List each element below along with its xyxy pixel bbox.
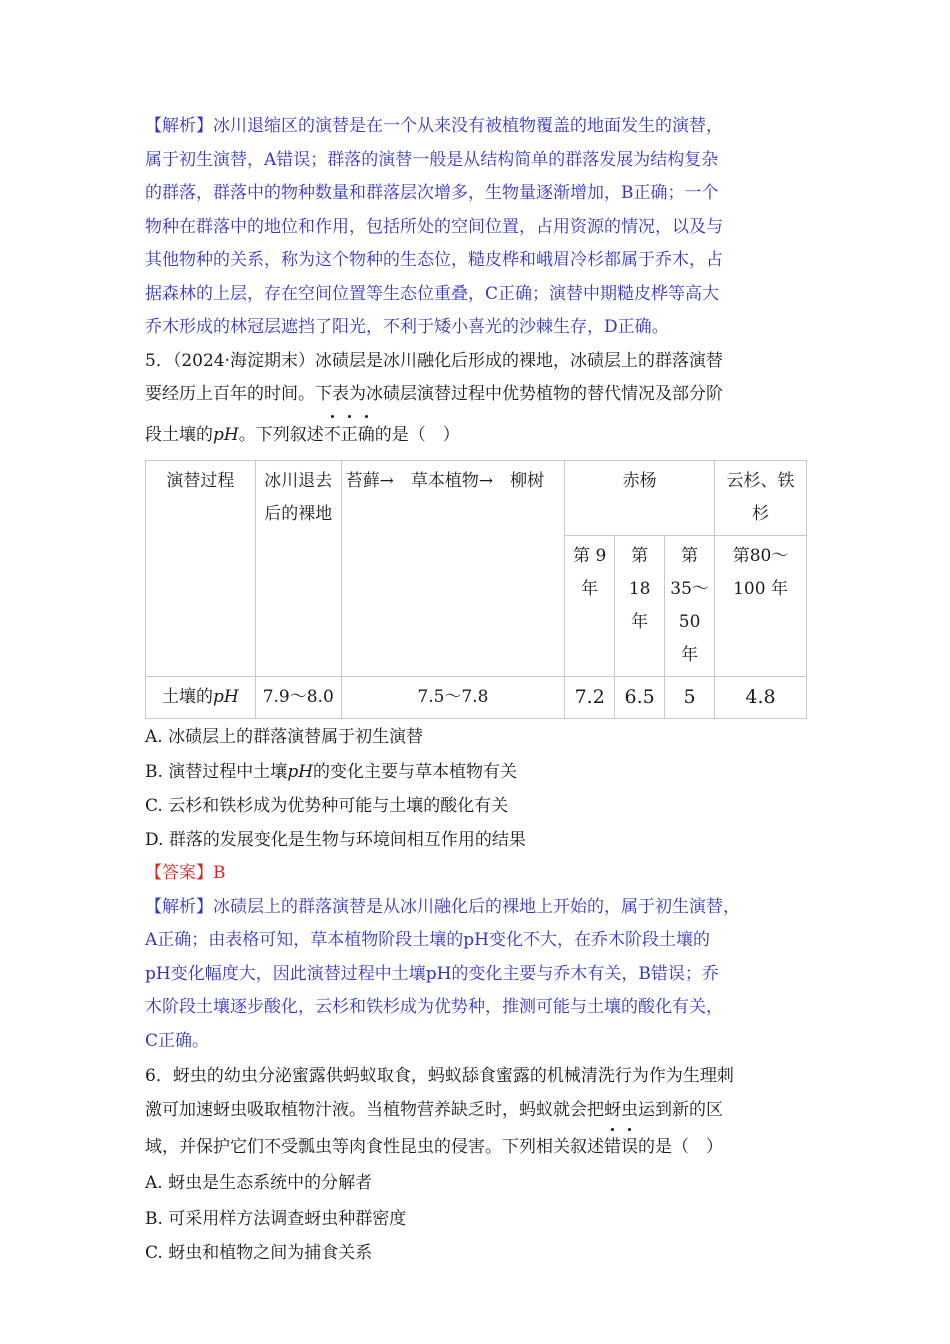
q5-stem-text: 段土壤的 [145,424,213,445]
question-5 [145,345,807,1059]
year-80-100: 第80～ 100 年 [715,535,807,676]
q4-analysis-line: 其他物种的关系，称为这个物种的生态位，糙皮桦和峨眉冷杉都属于乔木，占 [145,250,723,270]
q4-analysis-line: 据森林的上层，存在空间位置等生态位重叠，C正确；演替中期糙皮桦等高大 [145,283,720,304]
year-18: 第 18 年 [615,535,665,676]
row-label-soil-ph: 土壤的pH [146,676,256,718]
header-spruce-hemlock: 云杉、铁杉 [715,460,807,535]
q6-option-c: C. 蚜虫和植物之间为捕食关系 [145,1242,373,1263]
q5-analysis-line: 木阶段土壤逐步酸化，云杉和铁杉成为优势种，推测可能与土壤的酸化有关， [145,997,723,1017]
header-bare-land: 冰川退去后的裸地 [255,460,341,676]
emphasis-char: 错 [604,1127,621,1167]
q4-analysis [145,110,807,345]
q5-analysis-line: C正确。 [145,1030,210,1051]
q5-option-d: D. 群落的发展变化是生物与环境间相互作用的结果 [145,829,526,850]
q4-analysis-line: 物种在群落中的地位和作用，包括所处的空间位置，占用资源的情况，以及与 [145,216,723,237]
q5-analysis-line: pH变化幅度大，因此演替过程中土壤pH的变化主要与乔木有关，B错误；乔 [145,963,719,984]
emphasis-char: 不 [324,414,341,456]
q5-stem-text: 。下列叙述 [238,424,324,445]
ph-symbol: pH [213,424,239,445]
q6-stem-line: 6．蚜虫的幼虫分泌蜜露供蚂蚁取食，蚂蚁舔食蜜露的机械清洗行为作为生理刺 [145,1066,734,1086]
ph-year-35-50: 5 [665,676,715,718]
emphasis-char: 误 [621,1127,638,1167]
q6-stem-text: 的是（ ） [638,1137,723,1157]
question-6 [145,1060,807,1270]
q6-stem-text: 域，并保护它们不受瓢虫等肉食性昆虫的侵害。下列相关叙述 [145,1137,604,1157]
q5-analysis-line: A正确；由表格可知，草本植物阶段土壤的pH变化不大，在乔木阶段土壤的 [145,930,710,950]
q5-stem-line [145,412,807,456]
year-9: 第 9 年 [565,535,615,676]
ph-year-18: 6.5 [615,676,665,718]
q4-analysis-line: 乔木形成的林冠层遮挡了阳光，不利于矮小喜光的沙棘生存，D正确。 [145,317,669,337]
q6-option-b: B. 可采用样方法调查蚜虫种群密度 [145,1208,407,1229]
q4-analysis-line: 属于初生演替，A错误；群落的演替一般是从结构简单的群落发展为结构复杂 [145,149,719,170]
ph-bare-land: 7.9～8.0 [255,676,341,718]
ph-symbol: pH [213,686,239,707]
q5-analysis-line: 【解析】冰碛层上的群落演替是从冰川融化后的裸地上开始的，属于初生演替， [145,896,740,917]
page-content [145,110,807,1270]
q5-stem-line: 要经历上百年的时间。下表为冰碛层演替过程中优势植物的替代情况及部分阶 [145,384,723,404]
year-35-50: 第 35～ 50 年 [665,535,715,676]
q5-option-c: C. 云杉和铁杉成为优势种可能与土壤的酸化有关 [145,796,509,816]
ph-moss-grass-willow: 7.5～7.8 [341,676,565,718]
q5-stem-text: 的是（ ） [374,424,460,445]
header-process: 演替过程 [146,460,256,676]
succession-table [145,460,807,719]
ph-year-80-100: 4.8 [715,676,807,718]
q4-analysis-line: 【解析】冰川退缩区的演替是在一个从来没有被植物覆盖的地面发生的演替， [145,116,723,136]
ph-symbol: pH [287,762,314,782]
header-moss-grass-willow: 苔藓→ 草本植物→ 柳树 [341,460,565,676]
q6-option-a: A. 蚜虫是生态系统中的分解者 [145,1173,373,1193]
header-alder: 赤杨 [565,460,715,535]
q5-answer: 【答案】B [145,863,226,883]
q5-option-b: B. 演替过程中土壤pH的变化主要与草本植物有关 [145,762,518,782]
ph-year-9: 7.2 [565,676,615,718]
q6-stem-line: 激可加速蚜虫吸取植物汁液。当植物营养缺乏时，蚂蚁就会把蚜虫运到新的区 [145,1099,723,1120]
emphasis-char: 确 [358,414,375,456]
q5-analysis [145,891,807,1059]
q6-stem-line [145,1127,807,1167]
q4-analysis-line: 的群落，群落中的物种数量和群落层次增多，生物量逐渐增加，B正确；一个 [145,183,719,203]
q5-stem-line: 5．（2024·海淀期末）冰碛层是冰川融化后形成的裸地，冰碛层上的群落演替 [145,350,723,371]
emphasis-char: 正 [341,414,358,456]
q5-option-a: A. 冰碛层上的群落演替属于初生演替 [145,726,424,747]
